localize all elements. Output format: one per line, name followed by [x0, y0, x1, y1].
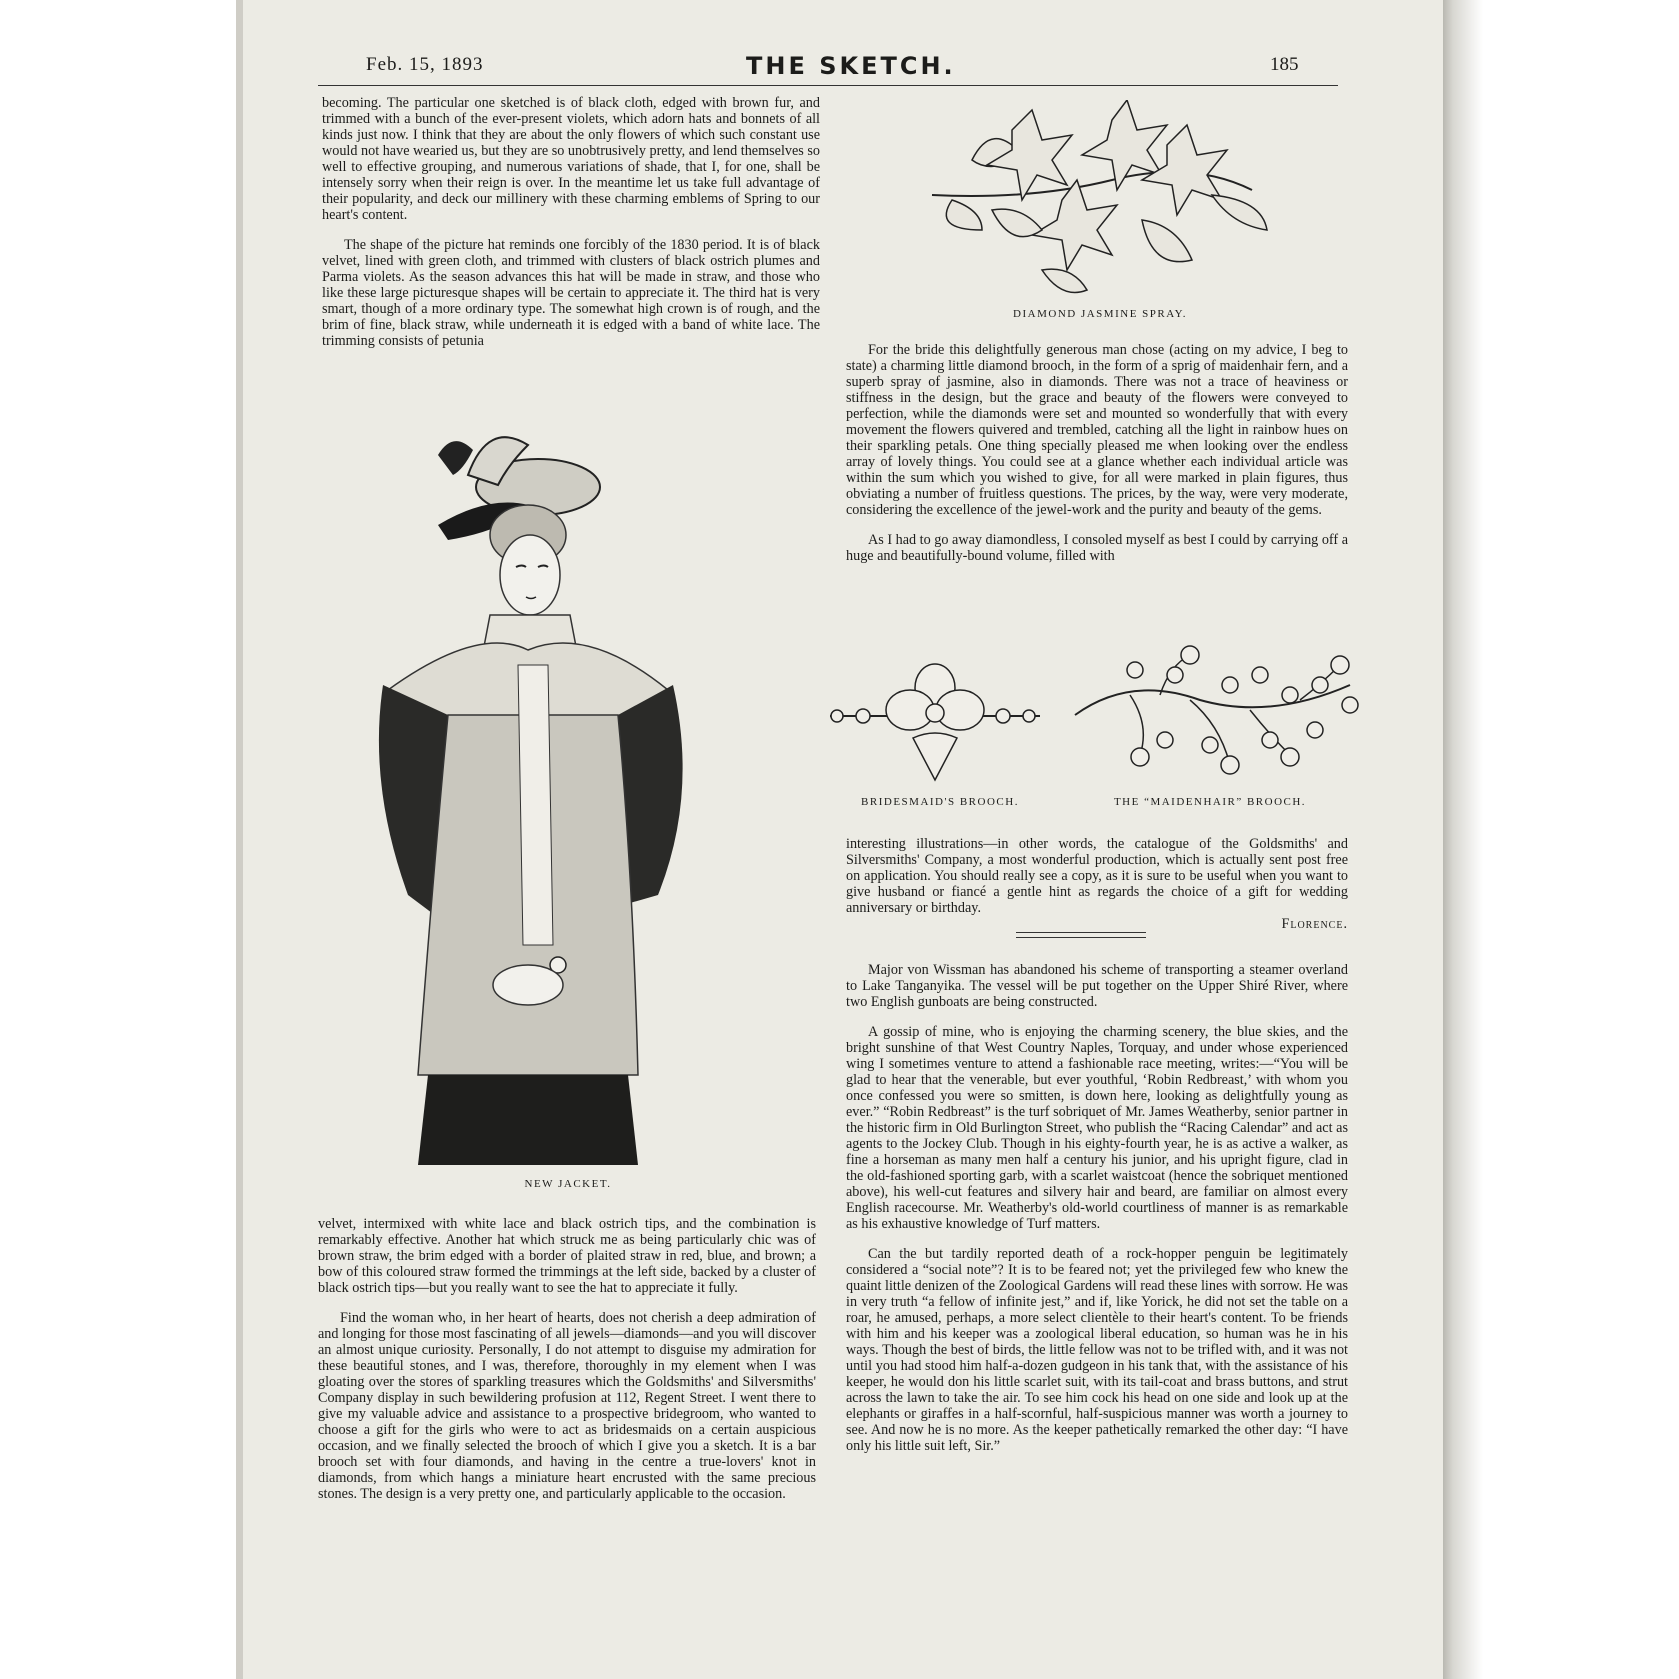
maidenhair-brooch-illustration — [1070, 645, 1360, 785]
paragraph: Find the woman who, in her heart of hearts, does not cherish a deep admiration of and longing for those most fascinating of all jewels—diamonds—and you will discover an almost unique curiosity. Personally, I do not attempt to disguise my admiration for these beautiful stones, and I was, therefore, thoroughly in my element when I was gloating over the stores of sparkling treasures which the Goldsmiths' and Silversmiths' Company display in such bewildering profusion at 112, Regent Street. I went there to give my valuable advice and assistance to a prospective bridegroom, who wanted to choose a gift for the girls who were to act as bridesmaids on a certain auspicious occasion, and we finally selected the brooch of which I give you a sketch. It is a bar brooch set with four diamonds, and having in the centre a true-lovers' knot in diamonds, from which hangs a miniature heart encrusted with the same precious stones. The design is a very pretty one, and particularly applicable to the occasion. — [318, 1310, 816, 1502]
paragraph: For the bride this delightfully generous man chose (acting on my advice, I beg to state) a charming little diamond brooch, in the form of a sprig of maidenhair fern, and a superb spray of jasmine, also in diamonds. There was not a trace of heaviness or stiffness in the design, but the grace and beauty of the flowers were conveyed to perfection, while the diamonds were set and mounted so wonderfully that with every movement the flowers quivered and trembled, catching all the light in rainbow hues on their sparkling petals. One thing specially pleased me when looking over the endless array of lovely things. You could see at a glance whether each individual article was within the sum which you wished to give, for all were marked in plain figures, thus obviating a number of fruitless questions. The prices, by the way, were very moderate, considering the excellence of the jewel-work and the purity and beauty of the gems. — [846, 342, 1348, 518]
left-column-bottom — [318, 1216, 816, 1516]
page-number: 185 — [1270, 54, 1299, 75]
paragraph: becoming. The particular one sketched is of black cloth, edged with brown fur, and trimmed with a bunch of the ever-present violets, which adorn hats and bonnets of all kinds just now. I think that they are about the only flowers of which such constant use would not have wearied us, but they are so unobtrusively pretty, and lend themselves so well to effective grouping, and numerous variations of shade, that I, for one, shall be intensely sorry when their reign is over. In the meantime let us take full advantage of their popularity, and deck our millinery with these charming emblems of Spring to our heart's content. — [322, 95, 820, 223]
header-rule — [318, 85, 1338, 86]
issue-date: Feb. 15, 1893 — [366, 54, 484, 75]
left-column-top — [322, 95, 820, 363]
paragraph: velvet, intermixed with white lace and black ostrich tips, and the combination is remarkably effective. Another hat which struck me as being particularly chic was of brown straw, the brim edged with a border of plaited straw in red, blue, and brown; a bow of this coloured straw formed the trimmings at the left side, backed by a cluster of black ostrich tips—but you really want to see the hat to appreciate it fully. — [318, 1216, 816, 1296]
right-column-middle — [846, 836, 1348, 932]
paragraph: A gossip of mine, who is enjoying the charming scenery, the blue skies, and the bright sunshine of that West Country Naples, Torquay, and under whose experienced wing I sometimes venture to attend a fashionable race meeting, writes:—“You will be glad to hear that the venerable, but ever youthful, ‘Robin Redbreast,’ with whom you once confessed you were so smitten, is down here, looking as delightfully young as ever.” “Robin Redbreast” is the turf sobriquet of Mr. James Weatherby, senior partner in the historic firm in Old Burlington Street, who publish the “Racing Calendar” and act as agents to the Jockey Club. Though in his eighty-fourth year, he is as active a walker, as fine a horseman as many men half a century his junior, and his upright figure, clad in the old-fashioned sporting garb, with a scarlet waistcoat (hence the sobriquet mentioned above), his well-cut features and silvery hair and beard, are familiar on almost every English racecourse. Mr. Weatherby's old-world courtliness of manner is as remarkable as his exhaustive knowledge of Turf matters. — [846, 1024, 1348, 1232]
new-jacket-illustration — [378, 425, 728, 1165]
right-column-top — [846, 342, 1348, 578]
running-header — [318, 50, 1338, 90]
masthead-title: THE SKETCH. — [746, 52, 956, 80]
bridesmaids-brooch-illustration — [825, 658, 1045, 788]
paragraph: As I had to go away diamondless, I consoled myself as best I could by carrying off a huge and beautifully-bound volume, filled with — [846, 532, 1348, 564]
maidenhair-caption: THE “MAIDENHAIR” BROOCH. — [1113, 796, 1307, 808]
page-edge-shadow — [1443, 0, 1679, 1679]
paragraph: The shape of the picture hat reminds one forcibly of the 1830 period. It is of black velvet, lined with green cloth, and trimmed with clusters of black ostrich plumes and Parma violets. As the season advances this hat will be made in straw, and those who like these large picturesque shapes will be certain to appreciate it. The third hat is very smart, though of a more ordinary type. The somewhat high crown is of rough, and the brim of fine, black straw, while underneath it is edged with a band of white lace. The trimming consists of petunia — [322, 237, 820, 349]
jasmine-caption: DIAMOND JASMINE SPRAY. — [1013, 308, 1187, 320]
paragraph: Major von Wissman has abandoned his scheme of transporting a steamer overland to Lake Tanganyika. The vessel will be put together on the Upper Shiré River, where two English gunboats are being constructed. — [846, 962, 1348, 1010]
section-separator — [1016, 932, 1146, 938]
paragraph: Can the but tardily reported death of a rock-hopper penguin be legitimately considered a “social note”? It is to be feared not; yet the privileged few who knew the quaint little denizen of the Zoological Gardens will read these lines with sorrow. He was in very truth “a fellow of infinite jest,” and if, like Yorick, he did not set the table on a roar, he amused, perhaps, a more select clientèle to their heart's content. To be friends with him and his keeper was a zoological liberal education, so human was he in his ways. Though the best of birds, the little fellow was not to be trifled with, and it was not until you had stood him half-a-dozen gudgeon in his tank that, with the assistance of his keeper, he would don his little scarlet suit, with its tail-coat and brass buttons, and strut across the lawn to take the air. To see him cock his head on one side and look up at the elephants or giraffes in a half-scornful, half-suspicious manner was worth a journey to see. And now he is no more. As the keeper pathetically remarked the other day: “I have only his little suit left, Sir.” — [846, 1246, 1348, 1454]
paragraph: interesting illustrations—in other words, the catalogue of the Goldsmiths' and Silversmiths' Company, a most wonderful production, which is actually sent post free on application. You should really see a copy, as it is sure to be useful when you want to give husband or fiancé a gentle hint as regards the choice of a gift for wedding anniversary or birthday. — [846, 836, 1348, 916]
jacket-caption: NEW JACKET. — [524, 1178, 612, 1190]
bridesmaid-caption: BRIDESMAID'S BROOCH. — [861, 796, 1019, 808]
right-column-bottom — [846, 962, 1348, 1468]
author-signature: Florence. — [1281, 916, 1348, 932]
diamond-jasmine-spray-illustration — [912, 100, 1282, 300]
